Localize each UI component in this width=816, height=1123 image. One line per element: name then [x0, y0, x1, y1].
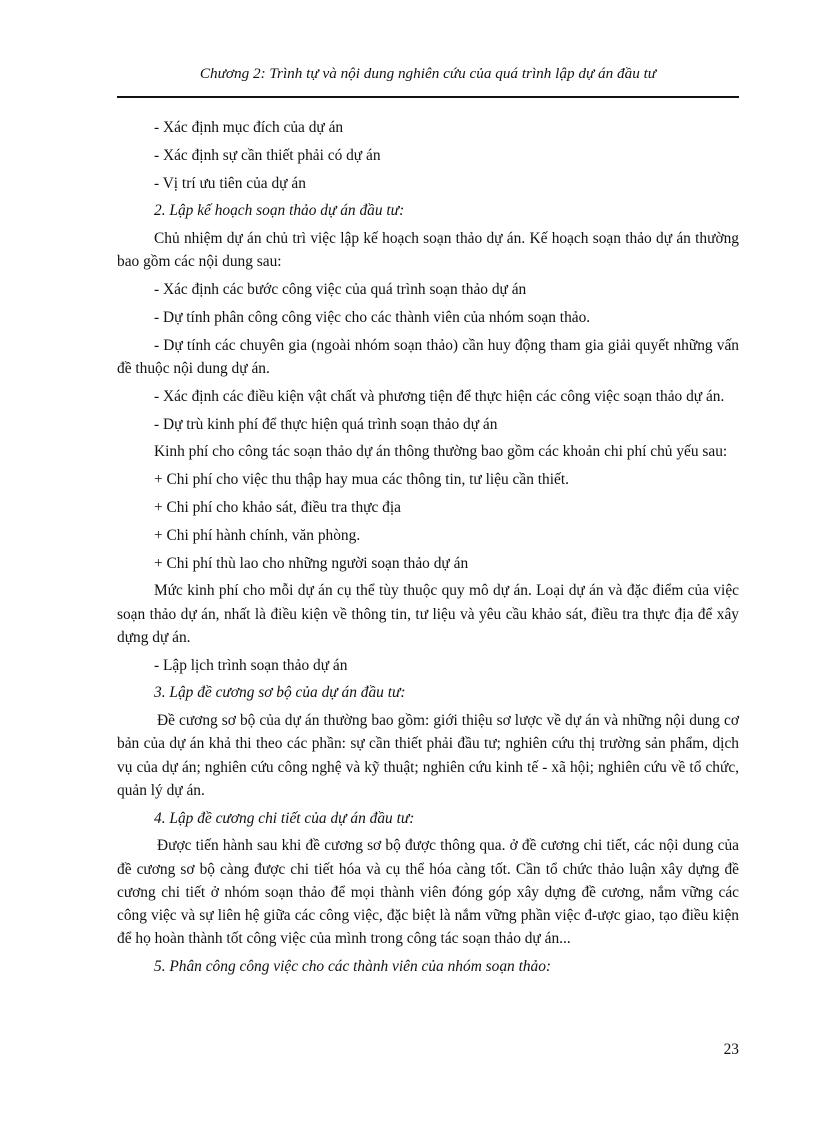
paragraph: Mức kinh phí cho mỗi dự án cụ thể tùy thuộc quy mô dự án. Loại dự án và đặc điểm của việc soạn thảo dự án, nhất là điều kiện về thông tin, tư liệu và yêu cầu khảo sát, điều tra thực địa để xây dựng dự án. — [117, 582, 739, 646]
list-item: - Xác định sự cần thiết phải có dự án — [154, 146, 381, 164]
cost-item: + Chi phí hành chính, văn phòng. — [154, 526, 361, 544]
cost-item: + Chi phí cho việc thu thập hay mua các thông tin, tư liệu cần thiết. — [154, 471, 569, 489]
page-content — [117, 116, 739, 983]
running-header: Chương 2: Trình tự và nội dung nghiên cứu của quá trình lập dự án đầu tư — [199, 65, 657, 82]
section-heading-4: 4. Lập đề cương chi tiết của dự án đầu tư: — [154, 809, 415, 827]
page-number: 23 — [723, 1041, 739, 1058]
cost-item: + Chi phí cho khảo sát, điều tra thực địa — [154, 498, 401, 516]
list-item: - Xác định các bước công việc của quá trình soạn thảo dự án — [154, 281, 527, 299]
paragraph: Kinh phí cho công tác soạn thảo dự án thông thường bao gồm các khoản chi phí chủ yếu sau: — [154, 443, 728, 461]
list-item: - Dự tính phân công công việc cho các thành viên của nhóm soạn thảo. — [154, 308, 591, 326]
list-item: - Dự trù kinh phí để thực hiện quá trình soạn thảo dự án — [154, 415, 498, 433]
paragraph: Đề cương sơ bộ của dự án thường bao gồm: giới thiệu sơ lược về dự án và những nội dung cơ bản của dự án khả thi theo các phần: sự cần thiết phải đầu tư; nghiên cứu thị trường sản phẩm, dịch vụ của dự án; nghiên cứu công nghệ và kỹ thuật; nghiên cứu kinh tế - xã hội; nghiên cứu về tổ chức, quản lý dự án. — [117, 712, 739, 799]
section-heading-5: 5. Phân công công việc cho các thành viên của nhóm soạn thảo: — [154, 957, 552, 975]
section-heading-3: 3. Lập đề cương sơ bộ của dự án đầu tư: — [154, 684, 406, 702]
paragraph: Được tiến hành sau khi đề cương sơ bộ được thông qua. ở đề cương chi tiết, các nội dung của đề cương sơ bộ càng được chi tiết hóa và cụ thể hóa càng tốt. Cần tổ chức thảo luận xây dựng đề cương chi tiết ở nhóm soạn thảo để mọi thành viên đóng góp xây dựng đề cương, nắm vững các công việc và sự liên hệ giữa các công việc, đặc biệt là nắm vững phần việc đ-ược giao, tạo điều kiện để họ hoàn thành tốt công việc của mình trong công tác soạn thảo dự án... — [117, 837, 739, 948]
list-item: - Dự tính các chuyên gia (ngoài nhóm soạn thảo) cần huy động tham gia giải quyết những vấn đề thuộc nội dung dự án. — [117, 336, 739, 377]
paragraph: Chủ nhiệm dự án chủ trì việc lập kế hoạch soạn thảo dự án. Kế hoạch soạn thảo dự án thường bao gồm các nội dung sau: — [117, 230, 739, 271]
list-item: - Lập lịch trình soạn thảo dự án — [154, 656, 348, 674]
list-item: - Xác định các điều kiện vật chất và phương tiện để thực hiện các công việc soạn thảo dự án. — [154, 387, 725, 405]
list-item: - Xác định mục đích của dự án — [154, 119, 344, 136]
cost-item: + Chi phí thù lao cho những người soạn thảo dự án — [154, 554, 469, 572]
section-heading-2: 2. Lập kế hoạch soạn thảo dự án đầu tư: — [154, 202, 405, 220]
list-item: - Vị trí ưu tiên của dự án — [154, 174, 306, 192]
header-rule — [117, 96, 739, 98]
